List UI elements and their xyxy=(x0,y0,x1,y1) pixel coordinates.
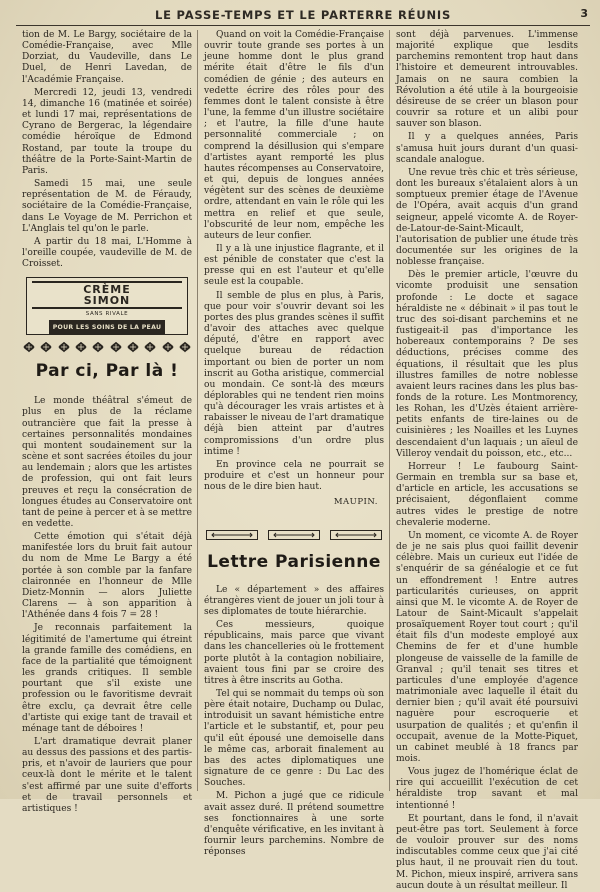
article-paragraph: Il semble de plus en plus, à Paris, que pour voir s'ouvrir devant soi les portes des plus grandes scènes il suffit d'avoir des attaches avec quelque député, d'être en rapport avec quelque bureau de rédaction important ou bien de porter un nom inscrit au Gotha aristique, commercial ou mondain. Ce sont-là des mœurs déplorables qui ne tendent rien moins qu'à décourager les vrais artistes et à rabaisser le niveau de l'art dramatique déjà bien atteint par d'autres compromissions d'un ordre plus intime ! xyxy=(204,290,384,457)
header-title: LE PASSE-TEMPS ET LE PARTERRE RÉUNIS xyxy=(154,7,452,22)
author-signature: MAUPIN. xyxy=(333,497,378,508)
fleuron-border xyxy=(22,340,192,354)
fleuron-icon xyxy=(39,340,53,354)
column-2 xyxy=(204,30,384,858)
fleuron-icon xyxy=(57,340,71,354)
letter-paragraph: Et pourtant, dans le fond, il n'avait peut-être pas tort. Seulement à force de vouloir prouver sur des noms indiscutables comme ceux que j'ai cité plus haut, il ne prouvait rien du tout. M. Pichon, mieux inspiré, arrivera sans aucun doute à un résultat meilleur. Il xyxy=(396,813,578,891)
article-heading-lettre-parisienne: Lettre Parisienne xyxy=(207,551,381,572)
article-paragraph: Le monde théâtral s'émeut de plus en plus de la réclame outrancière que fait la presse à certaines personnalités mondaines qui montent soudainement sur la scène et sont sacrées étoiles du jour au lendemain ; alors que les artistes de profession, qui ont fait leurs preuves et reçu la consécration de longues études au Conservatoire ont tant de peine à percer et à se mettre en vedette. xyxy=(22,396,192,529)
column-rule xyxy=(197,30,198,791)
fleuron-icon xyxy=(91,340,105,354)
letter-paragraph: Vous jugez de l'homérique éclat de rire qui accueillit l'exécution de cet héraldiste trop savant et mal intentionné ! xyxy=(396,767,578,811)
fleuron-icon xyxy=(109,340,123,354)
article-paragraph: Il y a là une injustice flagrante, et il est pénible de constater que c'est la presse qui en est l'auteur et qu'elle seule est la coupable. xyxy=(204,243,384,288)
creme-simon-advertisement xyxy=(26,277,188,335)
fleuron-icon xyxy=(126,340,140,354)
ad-brand-line-1: CRÈME xyxy=(83,283,131,297)
column-3 xyxy=(396,30,578,891)
letter-paragraph: Horreur ! Le faubourg Saint-Germain en trembla sur sa base et, d'article en article, les accusations se précisaient, dégonflaient comme autres vides le prestige de notre chevalerie moderne. xyxy=(396,461,578,528)
letter-paragraph: Un moment, ce vicomte A. de Royer de je ne sais plus quoi faillit devenir célèbre. Mais un curieux eut l'idée de s'enquérir de sa généalogie et ce fut un effondrement ! Entre autres particularités curieuses, on apprit ainsi que M. le vicomte A. de Royer de Latour de Saint-Micault s'appelait prosaïquement Royer tout court ; qu'il était fils d'un modeste employé aux Chemins de fer et d'une humble plongeuse de vaisselle de la famille de Granval ; qu'il tenait ses titres et particules d'une employée d'agence matrimoniale avec laquelle il était du dernier bien ; qu'il avait été poursuivi naguère pour escroquerie et usurpation de qualités ; et qu'enfin il occupait, avenue de la Motte-Piquet, un cabinet meublé à 18 francs par mois. xyxy=(396,530,578,764)
article-paragraph: Quand on voit la Comédie-Française ouvrir toute grande ses portes à un jeune homme dont le plus grand mérite était d'être le fils d'un comédien de génie ; des auteurs en vedette écrire des rôles pour des femmes dont le talent consiste à être l'une, la femme d'un illustre sociétaire ; et l'autre, la fille d'une haute personnalité commerciale ; on comprend la désillusion qui s'empare d'artistes ayant remporté les plus hautes récompenses au Conservatoire, et qui, depuis de longues années végètent sur des scènes de deuxième ordre, attendant en vain le rôle qui les mettra en relief et que seule, l'obscurité de leur nom, empêche les auteurs de leur confier. xyxy=(204,30,384,241)
divider-ornament xyxy=(330,530,382,540)
divider-ornament xyxy=(268,530,320,540)
ad-brand-line-2: SIMON xyxy=(83,294,131,308)
article-paragraph: Je reconnais parfaitement la légitimité de l'amertume qui étreint la grande famille des comédiens, en face de la partialité que témoignent les grands critiques. Il semble pourtant que s'il existe une profession ou le favoritisme devrait être exclu, ça devrait être celle d'artiste qui exige tant de travail et ménage tant de déboires ! xyxy=(22,623,192,734)
letter-paragraph: Dès le premier article, l'œuvre du vicomte produisit une sensation profonde : Le docte et sagace héraldiste ne « débinait » il pas tout le truc des soi-disant parchemins et ne fustigeait-il pas d'importance les hobereaux contemporains ? De ses déductions, précises comme des équations, il résultait que les plus illustres familles de notre noblesse avaient leurs racines dans les plus bas-fonds de la roture. Les Montmorency, les Rohan, les d'Uzès étaient arrière-petits enfants de tire-laines ou de cuisinières ; les Noailles et les Luynes descendaient d'un laquais ; un aïeul de Villeroy vendait du poisson, etc., etc... xyxy=(396,270,578,459)
fleuron-icon xyxy=(74,340,88,354)
article-paragraph: L'art dramatique devrait planer au dessus des passions et des partis-pris, et n'avoir de lauriers que pour ceux-là dont le mérite et le talent s'est affirmé par une suite d'efforts et de travail personnels et artistiques ! xyxy=(22,736,192,814)
article-paragraph: En province cela ne pourrait se produire et c'est un honneur pour nous de le dire bien haut. xyxy=(204,459,384,493)
divider-ornament xyxy=(206,530,258,540)
column-1 xyxy=(22,30,192,814)
letter-paragraph: Ces messieurs, quoique républicains, mais parce que vivant dans les chancelleries où le frottement porte plutôt à la contagion nobiliaire, avaient tous fini par se croire des titres à être inscrits au Gotha. xyxy=(204,620,384,686)
article-heading-par-ci-par-la: Par ci, Par là ! xyxy=(35,361,179,382)
schedule-paragraph: Samedi 15 mai, une seule représentation de M. de Féraudy, sociétaire de la Comédie-Française, dans Le Voyage de M. Perrichon et L'Anglais tel qu'on le parle. xyxy=(22,179,192,234)
letter-paragraph: M. Pichon a jugé que ce ridicule avait assez duré. Il prétend soumettre ses fonctionnaires à une sorte d'enquête vérificative, en les invitant à fournir leurs parchemins. Nombre de réponses xyxy=(204,791,384,858)
fleuron-icon xyxy=(143,340,157,354)
letter-paragraph: Tel qui se nommait du temps où son père était notaire, Duchamp ou Dulac, introduisit un savant hémistiche entre l'article et le substantif, et, pour peu qu'il eût épousé une demoiselle dans le même cas, arborait finalement au bas des actes diplomatiques une signature de ce genre : Du Lac des Souches. xyxy=(204,688,384,789)
ad-tagline: POUR LES SOINS DE LA PEAU xyxy=(49,320,166,334)
ad-brand xyxy=(32,281,182,309)
schedule-paragraph: Mercredi 12, jeudi 13, vendredi 14, dimanche 16 (matinée et soirée) et lundi 17 mai, représentations de Cyrano de Bergerac, la légendaire comédie héroïque de Edmond Rostand, par toute la troupe du théâtre de la Porte-Saint-Martin de Paris. xyxy=(22,87,192,176)
page-header xyxy=(16,4,590,26)
letter-paragraph: Il y a quelques années, Paris s'amusa huit jours durant d'un quasi-scandale analogue. xyxy=(396,132,578,165)
page-number: 3 xyxy=(580,7,588,20)
fleuron-icon xyxy=(22,340,36,354)
fleuron-icon xyxy=(161,340,175,354)
letter-paragraph: Le « département » des affaires étrangères vient de jouer un joli tour à ses diplomates de toute hiérarchie. xyxy=(204,584,384,617)
ad-subtitle: SANS RIVALE xyxy=(85,311,129,318)
fleuron-icon xyxy=(178,340,192,354)
schedule-paragraph: tion de M. Le Bargy, sociétaire de la Comédie-Française, avec Mlle Dorziat, du Vaudeville, dans Le Duel, de Henri Lavedan, de l'Académie Française. xyxy=(22,30,192,85)
column-rule xyxy=(389,30,390,791)
letter-paragraph: sont déjà parvenues. L'immense majorité explique que lesdits parchemins remontent trop haut dans l'histoire et demeurent introuvables. Jamais on ne saura combien la Révolution a été utile à la bourgeoisie désireuse de se créer un blason pour couvrir sa roture et un alibi pour sauver son blason. xyxy=(396,30,578,130)
schedule-paragraph: A partir du 18 mai, L'Homme à l'oreille coupée, vaudeville de M. de Croisset. xyxy=(22,236,192,270)
ornamental-divider xyxy=(206,529,382,541)
article-paragraph: Cette émotion qui s'était déjà manifestée lors du bruit fait autour du nom de Mme Le Bargy a été portée à son comble par la fanfare claironnée en l'honneur de Mlle Dietz-Monnin — alors Juliette Clarens — à son apparition à l'Athénée dans 4 fois 7 = 28 ! xyxy=(22,532,192,621)
letter-paragraph: Une revue très chic et très sérieuse, dont les bureaux s'étalaient alors à un somptueux premier étage de l'Avenue de l'Opéra, avait acquis d'un grand seigneur, appelé vicomte A. de Royer-de-Latour-de-Saint-Micault, l'autorisation de publier une étude très documentée sur les origines de la noblesse française. xyxy=(396,167,578,268)
